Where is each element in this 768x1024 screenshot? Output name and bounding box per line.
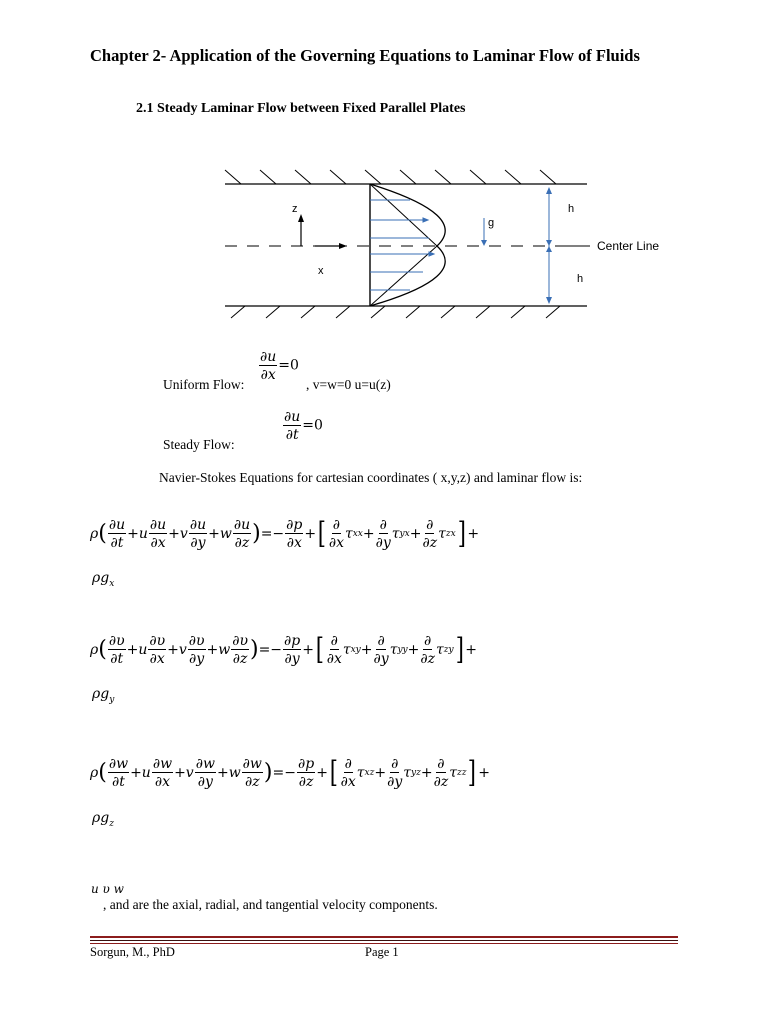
- h-arrow-bottom: [546, 297, 552, 304]
- x-axis-label: x: [318, 265, 324, 277]
- h-arrow-mid-down: [546, 240, 552, 246]
- h-bottom-label: h: [577, 273, 584, 285]
- shear-line-top: [370, 184, 437, 246]
- z-body-force-sub: z: [109, 818, 114, 829]
- y-body-force-sub: y: [109, 694, 115, 705]
- z-axis-arrowhead: [298, 214, 304, 222]
- top-plate-hatching: [225, 170, 556, 184]
- z-body-force: $\rho g_z$: [92, 810, 114, 829]
- y-body-force: $\rho g_y$: [92, 686, 115, 705]
- footer-rule-middle: [90, 940, 678, 941]
- footer-author: Sorgun, M., PhD: [90, 945, 175, 959]
- uniform-flow-fraction: $\frac{\partial u}{\partial x}$ =0: [260, 349, 299, 383]
- bottom-plate-hatching: [231, 306, 560, 318]
- footer-rule-top: [90, 936, 678, 938]
- gravity-arrowhead: [481, 240, 487, 246]
- steady-flow-label: Steady Flow:: [163, 437, 235, 452]
- center-line-label: Center Line: [597, 239, 660, 253]
- steady-flow-fraction: $\frac{\partial u}{\partial t}$ =0: [284, 409, 323, 443]
- velocity-profile-curve: [370, 184, 445, 306]
- velocity-components-text: , and are the axial, radial, and tangential velocity components.: [103, 897, 438, 912]
- uniform-eq-zero: =0: [278, 357, 299, 374]
- velocity-symbols: u υ w: [91, 882, 124, 896]
- z-axis-label: z: [292, 203, 298, 215]
- footer-page-number: Page 1: [365, 945, 399, 959]
- uniform-flow-conditions: , v=w=0 u=u(z): [306, 377, 391, 392]
- navier-stokes-intro: Navier-Stokes Equations for cartesian coordinates ( x,y,z) and laminar flow is:: [159, 470, 583, 485]
- chapter-title: Chapter 2- Application of the Governing Equations to Laminar Flow of Fluids: [90, 46, 640, 65]
- x-axis-arrowhead: [339, 243, 347, 249]
- h-top-label: h: [568, 203, 575, 215]
- y-momentum-equation: ρ ( $\frac{\partial\upsilon}{\partial t}$ + u $\frac{\partial\upsilon}{\partial x}$ + v $\frac{\partial\upsilon}{\partial y}$ + w $\frac{\partial\upsilon}{\partial z}$ ) =− $\frac{\partial p}{\partial y}$ + [ $\frac{\partial}{\partial x}$ τ xy + $\frac{\partial}{\partial y}$ τ yy + $\frac{\partial}{\partial z}$ τ zy ] +: [90, 632, 478, 667]
- z-momentum-equation: ρ ( $\frac{\partial w}{\partial t}$ + u $\frac{\partial w}{\partial x}$ + v $\frac{\partial w}{\partial y}$ + w $\frac{\partial w}{\partial z}$ ) =− $\frac{\partial p}{\partial z}$ + [ $\frac{\partial}{\partial x}$ τ xz + $\frac{\partial}{\partial y}$ τ yz + $\frac{\partial}{\partial z}$ τ zz ] +: [90, 755, 490, 790]
- x-body-force-sub: x: [109, 578, 115, 589]
- h-arrow-top: [546, 187, 552, 194]
- parallel-plates-diagram: [215, 160, 685, 320]
- gravity-label: g: [488, 217, 495, 229]
- section-title: 2.1 Steady Laminar Flow between Fixed Parallel Plates: [136, 101, 466, 116]
- h-arrow-mid-up: [546, 246, 552, 252]
- shear-line-bottom: [370, 246, 437, 306]
- steady-eq-zero: =0: [302, 417, 323, 434]
- uniform-flow-label: Uniform Flow:: [163, 377, 245, 392]
- footer-rule-bottom: [90, 943, 678, 944]
- x-body-force: $\rho g_x$: [92, 570, 115, 589]
- x-momentum-equation: ρ ( $\frac{\partial u}{\partial t}$ + u $\frac{\partial u}{\partial x}$ + v $\frac{\partial u}{\partial y}$ + w $\frac{\partial u}{\partial z}$ ) =− $\frac{\partial p}{\partial x}$ + [ $\frac{\partial}{\partial x}$ τ xx + $\frac{\partial}{\partial y}$ τ yx + $\frac{\partial}{\partial z}$ τ zx ] +: [90, 516, 480, 551]
